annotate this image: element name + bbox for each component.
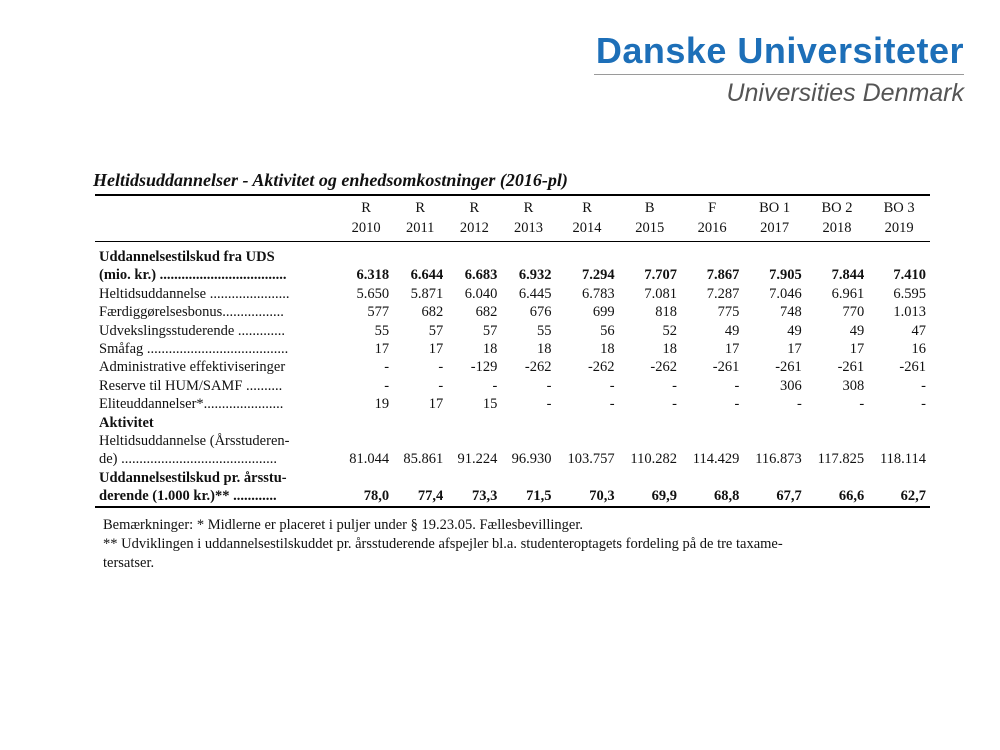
table-cell — [339, 469, 393, 487]
table-row — [95, 303, 930, 321]
table-cell: 56 — [600, 322, 615, 339]
table-cell: 91.224 — [457, 451, 498, 468]
table-cell — [339, 242, 393, 267]
table-cell: 114.429 — [692, 451, 740, 468]
table-row — [95, 469, 930, 487]
table-container — [95, 194, 930, 508]
table-row — [95, 450, 930, 468]
table-cell: 103.757 — [567, 451, 615, 468]
table-cell: -262 — [587, 359, 615, 376]
row-label: Aktivitet — [99, 414, 154, 431]
table-cell: 116.873 — [755, 451, 802, 468]
table-cell: 7.287 — [706, 285, 740, 302]
table-cell: 7.294 — [581, 267, 615, 284]
table-cell — [681, 242, 743, 267]
table-cell — [806, 242, 868, 267]
table-cell — [393, 469, 447, 487]
table-cell: 81.044 — [349, 451, 390, 468]
table-row — [95, 358, 930, 376]
table-cell: 682 — [421, 304, 444, 321]
table-cell: 55 — [537, 322, 552, 339]
table-cell: 770 — [842, 304, 865, 321]
table-cell: 17 — [428, 341, 444, 358]
table-cell — [447, 242, 501, 267]
column-header-year: 2018 — [806, 218, 868, 242]
column-header-status: BO 3 — [883, 200, 915, 216]
column-header-status: R — [415, 200, 426, 216]
table-cell: 57 — [428, 322, 444, 339]
row-label: Administrative effektiviseringer — [99, 359, 286, 376]
note-line: ** Udviklingen i uddannelsestilskuddet pr. årsstuderende afspejler bl.a. studenteroptagets fordeling på de tre taxame- — [103, 536, 783, 552]
table-cell: 71,5 — [526, 488, 552, 505]
column-header-status: F — [708, 200, 717, 216]
table-cell: 6.595 — [893, 285, 926, 302]
table-cell: -129 — [470, 359, 498, 376]
table-cell: 96.930 — [511, 451, 552, 468]
table-cell — [681, 469, 743, 487]
logo — [594, 30, 964, 107]
table-cell — [619, 469, 681, 487]
table-cell — [681, 414, 743, 432]
column-header-year: 2017 — [743, 218, 805, 242]
column-header-status: B — [644, 200, 655, 216]
column-header-status: BO 1 — [759, 200, 791, 216]
table-cell: 17 — [787, 341, 802, 358]
table-cell — [743, 469, 805, 487]
table-cell: 5.650 — [356, 285, 390, 302]
table-cell: - — [921, 377, 926, 394]
table-cell: - — [859, 396, 865, 413]
table-cell: 7.844 — [831, 267, 865, 284]
table-cell: 775 — [717, 304, 740, 321]
table-cell — [868, 469, 930, 487]
table-cell — [619, 242, 681, 267]
header-corner — [95, 195, 339, 218]
table-cell: 49 — [849, 322, 865, 339]
table-title: Heltidsuddannelser - Aktivitet og enhedsomkostninger (2016-pl) — [93, 170, 568, 190]
table-cell: 57 — [482, 322, 498, 339]
table-cell — [501, 469, 555, 487]
logo-title: Danske Universiteter — [595, 30, 964, 71]
table-cell: 62,7 — [900, 488, 926, 505]
row-label: Udvekslingsstuderende ............. — [99, 322, 286, 339]
table-cell: 49 — [724, 322, 740, 339]
table-cell — [556, 432, 619, 450]
table-cell: 110.282 — [630, 451, 677, 468]
table-cell: 49 — [787, 322, 802, 339]
table-row — [95, 395, 930, 413]
table-cell — [806, 414, 868, 432]
column-header-status: R — [523, 200, 534, 216]
table-cell: 52 — [662, 322, 677, 339]
table-cell — [501, 432, 555, 450]
row-label: (mio. kr.) ................................... — [99, 267, 287, 284]
table-cell: 7.410 — [893, 267, 926, 284]
column-header-year: 2019 — [868, 218, 930, 242]
table-cell — [501, 242, 555, 267]
table-cell — [868, 242, 930, 267]
row-label: Heltidsuddannelse ...................... — [99, 285, 290, 302]
table-cell: 78,0 — [363, 488, 390, 505]
table-cell: 18 — [537, 341, 552, 358]
table-cell — [501, 414, 555, 432]
table-cell — [556, 242, 619, 267]
table-cell — [743, 242, 805, 267]
table-cell: 7.905 — [769, 267, 802, 284]
row-label: Eliteuddannelser*...................... — [99, 396, 284, 413]
table-cell — [806, 469, 868, 487]
table-cell: 117.825 — [817, 451, 865, 468]
column-header-year: 2011 — [393, 218, 447, 242]
table-cell: -261 — [712, 359, 740, 376]
column-header-year: 2012 — [447, 218, 501, 242]
table-row — [95, 266, 930, 284]
header-corner — [95, 218, 339, 242]
table-row — [95, 322, 930, 340]
table-cell: - — [609, 396, 615, 413]
table-cell: 577 — [367, 304, 390, 321]
column-header-year: 2010 — [339, 218, 393, 242]
table-cell: 68,8 — [714, 488, 740, 505]
table-cell — [743, 414, 805, 432]
table-cell: 16 — [911, 341, 926, 358]
table-cell: 17 — [428, 396, 444, 413]
table-cell: 17 — [724, 341, 740, 358]
row-label: Heltidsuddannelse (Årsstuderen- — [99, 433, 290, 450]
table-cell: 676 — [529, 304, 552, 321]
notes — [103, 516, 933, 573]
table-cell: -261 — [775, 359, 802, 376]
row-label: de) ........................................... — [99, 451, 278, 468]
table-cell: 73,3 — [472, 488, 498, 505]
table-row — [95, 377, 930, 395]
column-header-year: 2015 — [619, 218, 681, 242]
column-header-status: R — [469, 200, 480, 216]
table-cell: - — [384, 377, 390, 394]
table-cell: 6.683 — [464, 267, 498, 284]
table-cell: - — [438, 359, 444, 376]
table-cell: 47 — [911, 322, 926, 339]
header-row-years — [95, 218, 930, 242]
table-row — [95, 487, 930, 506]
table-cell: 818 — [655, 304, 677, 321]
table-row — [95, 285, 930, 303]
table-cell: 6.961 — [831, 285, 865, 302]
table-cell — [619, 432, 681, 450]
column-header-year: 2016 — [681, 218, 743, 242]
table-cell: - — [438, 377, 444, 394]
table-cell: - — [796, 396, 802, 413]
table-cell: 18 — [662, 341, 677, 358]
table-cell: -261 — [837, 359, 865, 376]
table-cell: 77,4 — [417, 488, 444, 505]
table-cell: 6.644 — [410, 267, 444, 284]
note-line: Bemærkninger: * Midlerne er placeret i puljer under § 19.23.05. Fællesbevillinger. — [103, 517, 584, 533]
table-cell: 306 — [780, 377, 802, 394]
table-cell: 15 — [482, 396, 498, 413]
table-cell — [447, 432, 501, 450]
table-cell: 17 — [849, 341, 865, 358]
logo-divider — [594, 74, 964, 75]
table-cell: 85.861 — [403, 451, 444, 468]
table-cell: - — [492, 377, 498, 394]
table-cell: - — [672, 396, 677, 413]
table-cell — [339, 414, 393, 432]
column-header-year: 2014 — [556, 218, 619, 242]
table-cell — [868, 432, 930, 450]
table-cell — [681, 432, 743, 450]
table-cell — [447, 469, 501, 487]
table-cell — [806, 432, 868, 450]
column-header-status: BO 2 — [821, 200, 853, 216]
row-label: Småfag ....................................... — [99, 341, 289, 358]
table-cell — [339, 432, 393, 450]
logo-subtitle: Universities Denmark — [726, 79, 964, 107]
table-cell: 18 — [482, 341, 498, 358]
row-label: Reserve til HUM/SAMF .......... — [99, 377, 283, 394]
table-cell — [619, 414, 681, 432]
column-header-year: 2013 — [501, 218, 555, 242]
row-label: Færdiggørelsesbonus................. — [99, 304, 284, 321]
table-cell: - — [672, 377, 677, 394]
table-cell: 17 — [374, 341, 390, 358]
table-cell: 19 — [374, 396, 390, 413]
table-cell — [447, 414, 501, 432]
table-cell — [556, 469, 619, 487]
table-cell — [393, 242, 447, 267]
table-cell: 7.867 — [706, 267, 740, 284]
table-cell: 748 — [780, 304, 802, 321]
table-cell — [743, 432, 805, 450]
table-cell: 7.081 — [644, 285, 677, 302]
table-cell: -261 — [899, 359, 926, 376]
table-cell: 7.046 — [769, 285, 802, 302]
table-cell: 6.040 — [464, 285, 498, 302]
table-cell: 699 — [592, 304, 615, 321]
header-row-status — [95, 195, 930, 218]
table-cell: 6.318 — [356, 267, 390, 284]
table-cell: 67,7 — [776, 488, 802, 505]
table-body — [95, 242, 930, 507]
table-cell: - — [734, 377, 740, 394]
table-cell: 70,3 — [589, 488, 615, 505]
table-cell — [393, 414, 447, 432]
table-cell: -262 — [524, 359, 552, 376]
table-cell: - — [546, 377, 552, 394]
table-cell: 18 — [600, 341, 615, 358]
table-row — [95, 340, 930, 358]
table-cell: 1.013 — [893, 304, 926, 321]
table-cell: 55 — [374, 322, 390, 339]
table-cell: - — [546, 396, 552, 413]
column-header-status: R — [361, 200, 371, 216]
row-label: derende (1.000 kr.)** ............ — [99, 488, 277, 505]
table-cell: - — [734, 396, 740, 413]
table-cell: 682 — [475, 304, 498, 321]
table-row — [95, 242, 930, 267]
table-cell: 5.871 — [410, 285, 444, 302]
table-cell: 69,9 — [651, 488, 677, 505]
column-header-status: R — [582, 200, 592, 216]
data-table — [95, 194, 930, 508]
table-cell: 6.932 — [518, 267, 552, 284]
row-label: Uddannelsestilskud fra UDS — [99, 249, 275, 265]
table-cell: 118.114 — [879, 451, 926, 468]
table-row — [95, 432, 930, 450]
table-cell: 66,6 — [838, 488, 865, 505]
table-cell: 308 — [842, 377, 865, 394]
table-cell — [556, 414, 619, 432]
table-cell: 7.707 — [644, 267, 677, 284]
table-cell: -262 — [650, 359, 677, 376]
note-line: tersatser. — [103, 555, 155, 571]
table-row — [95, 414, 930, 432]
table-cell — [868, 414, 930, 432]
table-cell: 6.783 — [581, 285, 615, 302]
table-cell — [393, 432, 447, 450]
row-label: Uddannelsestilskud pr. årsstu- — [99, 469, 287, 486]
table-cell: - — [609, 377, 615, 394]
table-cell: 6.445 — [518, 285, 552, 302]
table-cell: - — [921, 396, 926, 413]
table-cell: - — [384, 359, 390, 376]
